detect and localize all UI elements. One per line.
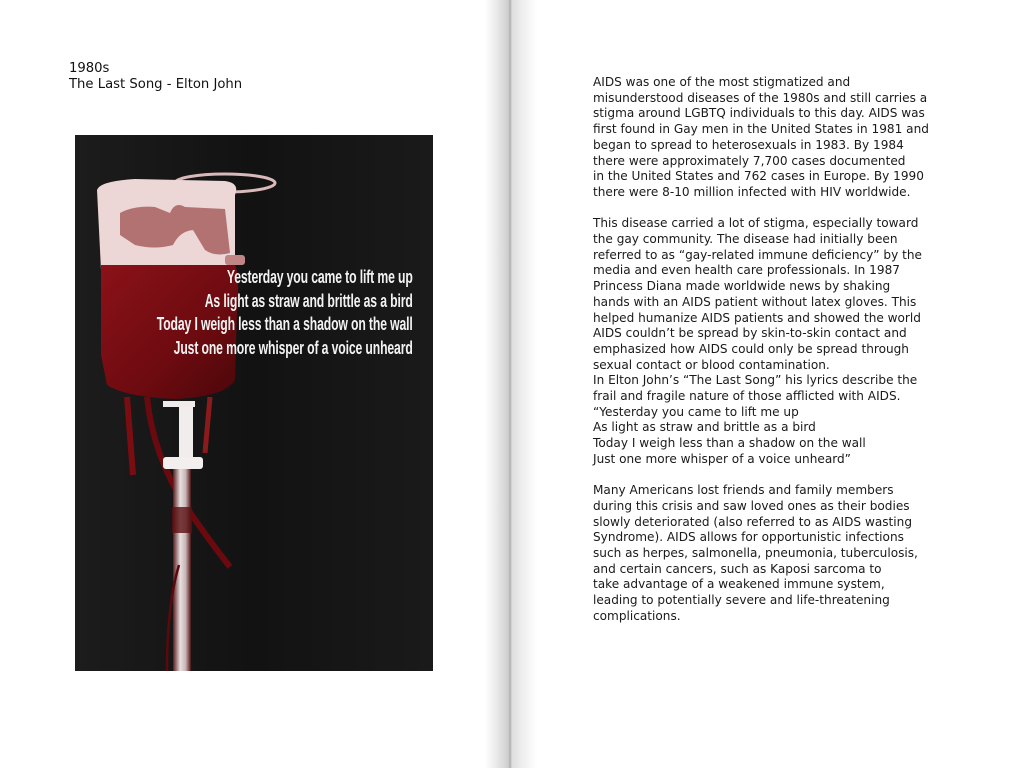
text-line: frail and fragile nature of those afflicted with AIDS. (593, 389, 901, 404)
text-line: Syndrome). AIDS allows for opportunistic infections (593, 530, 904, 545)
text-line: misunderstood diseases of the 1980s and still carries a (593, 90, 928, 105)
text-line: the gay community. The disease had initially been (593, 232, 898, 247)
left-page (0, 0, 510, 768)
text-line: leading to potentially severe and life-threatening (593, 593, 890, 608)
text-line: This disease carried a lot of stigma, especially toward (593, 216, 919, 231)
paragraph-history (593, 75, 953, 201)
lyric-line: Yesterday you came to lift me up (227, 266, 413, 287)
lyric-quote-line: As light as straw and brittle as a bird (593, 420, 816, 435)
text-line: there were 8-10 million infected with HIV worldwide. (593, 184, 911, 199)
text-line: referred to as “gay-related immune deficiency” by the (593, 247, 922, 262)
lyric-line: Just one more whisper of a voice unheard (174, 336, 413, 358)
text-line: Many Americans lost friends and family members (593, 483, 894, 498)
lyrics-overlay (157, 265, 413, 359)
text-line: emphasized how AIDS could only be spread through (593, 341, 909, 356)
text-line: and certain cancers, such as Kaposi sarcoma to (593, 561, 882, 576)
text-line: there were approximately 7,700 cases documented (593, 153, 906, 168)
page-heading (69, 61, 242, 93)
lyric-quote-line: Just one more whisper of a voice unheard” (593, 451, 851, 466)
blood-bag-photo (75, 135, 433, 671)
connector-body (179, 407, 193, 457)
blood-bag-illustration (75, 135, 433, 671)
text-line: Princess Diana made worldwide news by shaking (593, 279, 891, 294)
paragraph-stigma (593, 216, 953, 467)
text-line: slowly deteriorated (also referred to as AIDS wasting (593, 514, 912, 529)
text-line: take advantage of a weakened immune system, (593, 577, 885, 592)
text-line: began to spread to heterosexuals in 1983. By 1984 (593, 137, 904, 152)
lyric-line: As light as straw and brittle as a bird (205, 289, 413, 311)
text-line: In Elton John’s “The Last Song” his lyrics describe the (593, 373, 918, 388)
text-line: AIDS couldn’t be spread by skin-to-skin contact and (593, 326, 907, 341)
text-line: during this crisis and saw loved ones as their bodies (593, 498, 910, 513)
lyric-line: Today I weigh less than a shadow on the wall (157, 313, 413, 335)
text-line: such as herpes, salmonella, pneumonia, tuberculosis, (593, 546, 918, 561)
text-line: complications. (593, 608, 681, 623)
connector-flange (163, 457, 203, 469)
book-gutter-shadow (485, 0, 537, 768)
text-line: first found in Gay men in the United States in 1981 and (593, 122, 929, 137)
lyric-quote-line: Today I weigh less than a shadow on the wall (593, 436, 866, 451)
text-line: hands with an AIDS patient without latex gloves. This (593, 294, 917, 309)
connector-top (163, 401, 195, 407)
text-line: stigma around LGBTQ individuals to this day. AIDS was (593, 106, 925, 121)
song-title: The Last Song - Elton John (69, 77, 243, 92)
text-line: AIDS was one of the most stigmatized and (593, 75, 851, 89)
pole-clamp (172, 507, 192, 533)
text-line: helped humanize AIDS patients and showed the world (593, 310, 921, 325)
bag-clip (225, 255, 245, 265)
text-line: in the United States and 762 cases in Europe. By 1990 (593, 169, 924, 184)
text-line: media and even health care professionals. In 1987 (593, 263, 900, 278)
text-line: sexual contact or blood contamination. (593, 357, 830, 372)
paragraph-impact (593, 483, 953, 624)
lyric-quote-line: “Yesterday you came to lift me up (593, 404, 799, 419)
iv-pole (173, 469, 191, 671)
body-text (593, 75, 953, 640)
decade-label: 1980s (69, 61, 110, 76)
